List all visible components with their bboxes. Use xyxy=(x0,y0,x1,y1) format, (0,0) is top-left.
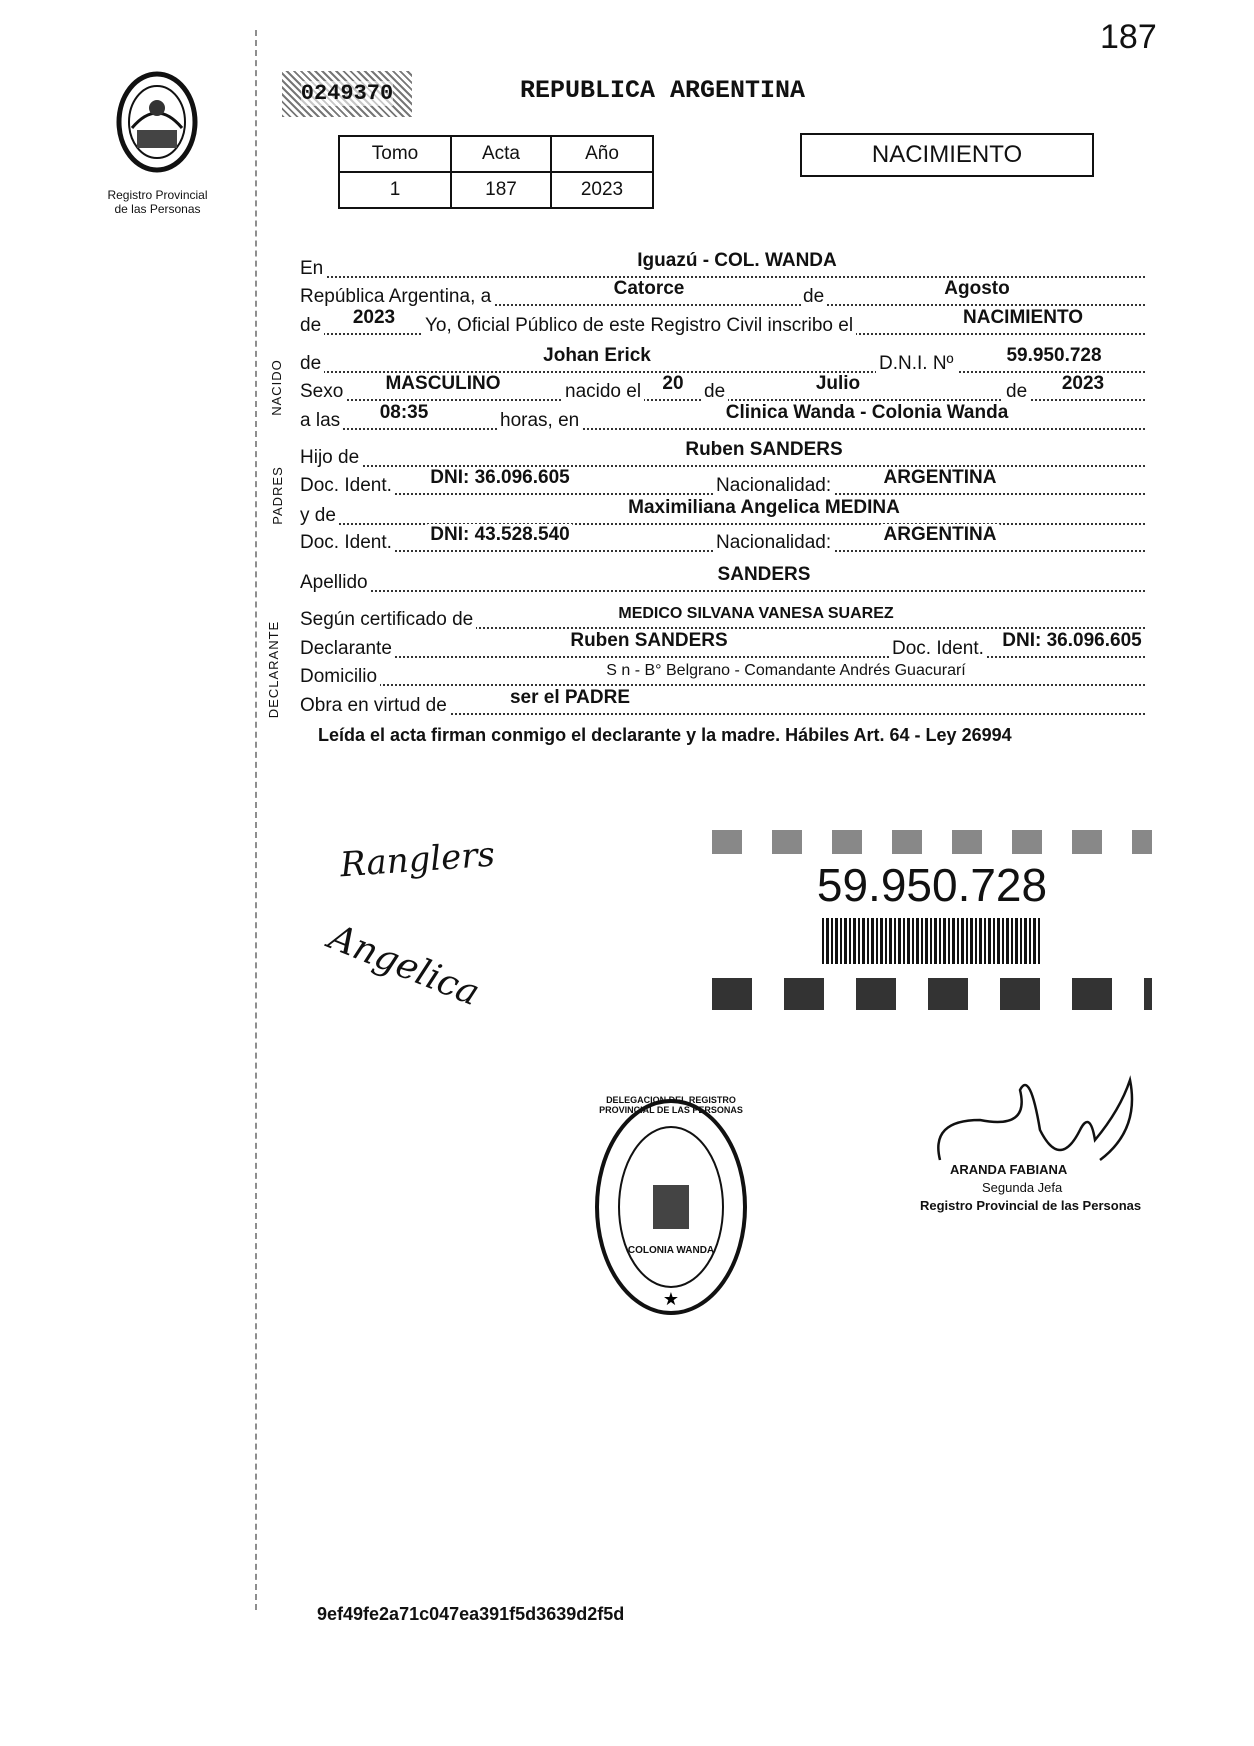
value-anio: 2023 xyxy=(350,307,398,329)
doc-type-box: NACIMIENTO xyxy=(800,133,1094,177)
svg-text:★: ★ xyxy=(662,1289,680,1309)
value-dia: 20 xyxy=(659,373,686,395)
label: Según certificado de xyxy=(300,609,476,631)
value-padre: Ruben SANDERS xyxy=(682,439,845,461)
label: Hijo de xyxy=(300,447,362,469)
value-declarante: Ruben SANDERS xyxy=(567,630,730,652)
label: Doc. Ident. xyxy=(300,475,395,497)
value-madre-dni: DNI: 43.528.540 xyxy=(427,524,572,546)
label: de xyxy=(701,381,728,403)
row-declarante xyxy=(300,632,1145,662)
value-certificado: MEDICO SILVANA VANESA SUAREZ xyxy=(615,605,896,623)
dni-stamp xyxy=(712,830,1152,1020)
official-role: Segunda Jefa xyxy=(982,1180,1063,1195)
row-sexo xyxy=(300,375,1145,405)
label: República Argentina, a xyxy=(300,286,494,308)
label: Sexo xyxy=(300,381,346,403)
label: de xyxy=(803,286,827,308)
registry-line-2: de las Personas xyxy=(114,202,201,216)
value-acta: 187 xyxy=(451,172,551,208)
registry-seal xyxy=(591,1095,751,1320)
registry-name xyxy=(90,188,225,216)
value-anio: 2023 xyxy=(1059,373,1107,395)
barcode xyxy=(822,918,1042,964)
label: D.N.I. Nº xyxy=(876,353,957,375)
value-anio: 2023 xyxy=(551,172,653,208)
value-nombre: Johan Erick xyxy=(540,345,654,367)
label: Nacionalidad: xyxy=(713,532,834,554)
value-madre: Maximiliana Angelica MEDINA xyxy=(625,497,903,519)
official-signature-block xyxy=(920,1070,1160,1230)
value-domicilio: S n - B° Belgrano - Comandante Andrés Guacurarí xyxy=(603,662,968,680)
value-mes: Agosto xyxy=(941,278,1012,300)
side-label-declarante: DECLARANTE xyxy=(266,620,282,719)
signature-madre: Angelica xyxy=(323,916,486,1015)
value-madre-nac: ARGENTINA xyxy=(881,524,1000,546)
row-domicilio xyxy=(300,660,1145,690)
registry-line-1: Registro Provincial xyxy=(107,188,208,202)
value-lugar-nac: Clinica Wanda - Colonia Wanda xyxy=(723,402,1012,424)
label: Declarante xyxy=(300,638,395,660)
stamp-pattern-bottom xyxy=(712,978,1152,1010)
header-acta: Acta xyxy=(451,136,551,172)
tomo-acta-anio-table xyxy=(338,135,654,209)
row-en xyxy=(300,252,1145,282)
value-hora: 08:35 xyxy=(377,402,432,424)
label: En xyxy=(300,258,326,280)
serial-stamp xyxy=(282,71,412,117)
value-dia: Catorce xyxy=(611,278,688,300)
label: de xyxy=(1003,381,1030,403)
label: Doc. Ident. xyxy=(889,638,987,660)
value-acto: NACIMIENTO xyxy=(960,307,1086,329)
value-dni: 59.950.728 xyxy=(1003,345,1104,367)
stamp-dni-number: 59.950.728 xyxy=(816,859,1048,911)
row-obra xyxy=(300,689,1145,719)
document-hash: 9ef49fe2a71c047ea391f5d3639d2f5d xyxy=(317,1604,625,1624)
margin-line xyxy=(255,30,257,1610)
seal-inner-text: COLONIA WANDA xyxy=(627,1245,715,1256)
official-org: Registro Provincial de las Personas xyxy=(920,1198,1142,1213)
row-certificado xyxy=(300,603,1145,633)
stamp-pattern-top xyxy=(712,830,1152,854)
side-label-nacido: NACIDO xyxy=(268,359,284,416)
label: Apellido xyxy=(300,572,371,594)
header-tomo: Tomo xyxy=(339,136,451,172)
side-label-padres: PADRES xyxy=(269,466,285,525)
page-number: 187 xyxy=(1100,18,1157,56)
value-lugar: Iguazú - COL. WANDA xyxy=(634,250,839,272)
label: de xyxy=(300,315,324,337)
signature-declarante: Ranglers xyxy=(338,834,497,886)
closing-text: Leída el acta firman conmigo el declarante y la madre. Hábiles Art. 64 - Ley 26994 xyxy=(318,725,1012,745)
value-declarante-dni: DNI: 36.096.605 xyxy=(999,630,1144,652)
label: Yo, Oficial Público de este Registro Civil inscribo el xyxy=(422,315,856,337)
value-padre-nac: ARGENTINA xyxy=(881,467,1000,489)
value-obra: ser el PADRE xyxy=(507,687,633,709)
label: Obra en virtud de xyxy=(300,695,450,717)
label: Nacionalidad: xyxy=(713,475,834,497)
value-tomo: 1 xyxy=(339,172,451,208)
label: de xyxy=(300,353,324,375)
serial-number: 0249370 xyxy=(300,81,394,106)
row-anio xyxy=(300,309,1145,339)
label: nacido el xyxy=(562,381,644,403)
row-apellido xyxy=(300,566,1145,596)
label: horas, en xyxy=(497,410,582,432)
header-anio: Año xyxy=(551,136,653,172)
row-padre-doc xyxy=(300,469,1145,499)
value-sexo: MASCULINO xyxy=(382,373,503,395)
label: y de xyxy=(300,505,339,527)
seal-outer-text: DELEGACION DEL REGISTRO PROVINCIAL DE LAS PERSONAS xyxy=(599,1095,743,1115)
label: Doc. Ident. xyxy=(300,532,395,554)
label: a las xyxy=(300,410,343,432)
province-logo xyxy=(112,68,202,176)
row-hora xyxy=(300,404,1145,434)
value-apellido: SANDERS xyxy=(715,564,814,586)
document-title: REPUBLICA ARGENTINA xyxy=(520,76,806,105)
label: Domicilio xyxy=(300,666,380,688)
row-fecha xyxy=(300,280,1145,310)
official-name: ARANDA FABIANA xyxy=(950,1162,1068,1177)
row-madre-doc xyxy=(300,526,1145,556)
value-padre-dni: DNI: 36.096.605 xyxy=(427,467,572,489)
value-mes: Julio xyxy=(813,373,863,395)
